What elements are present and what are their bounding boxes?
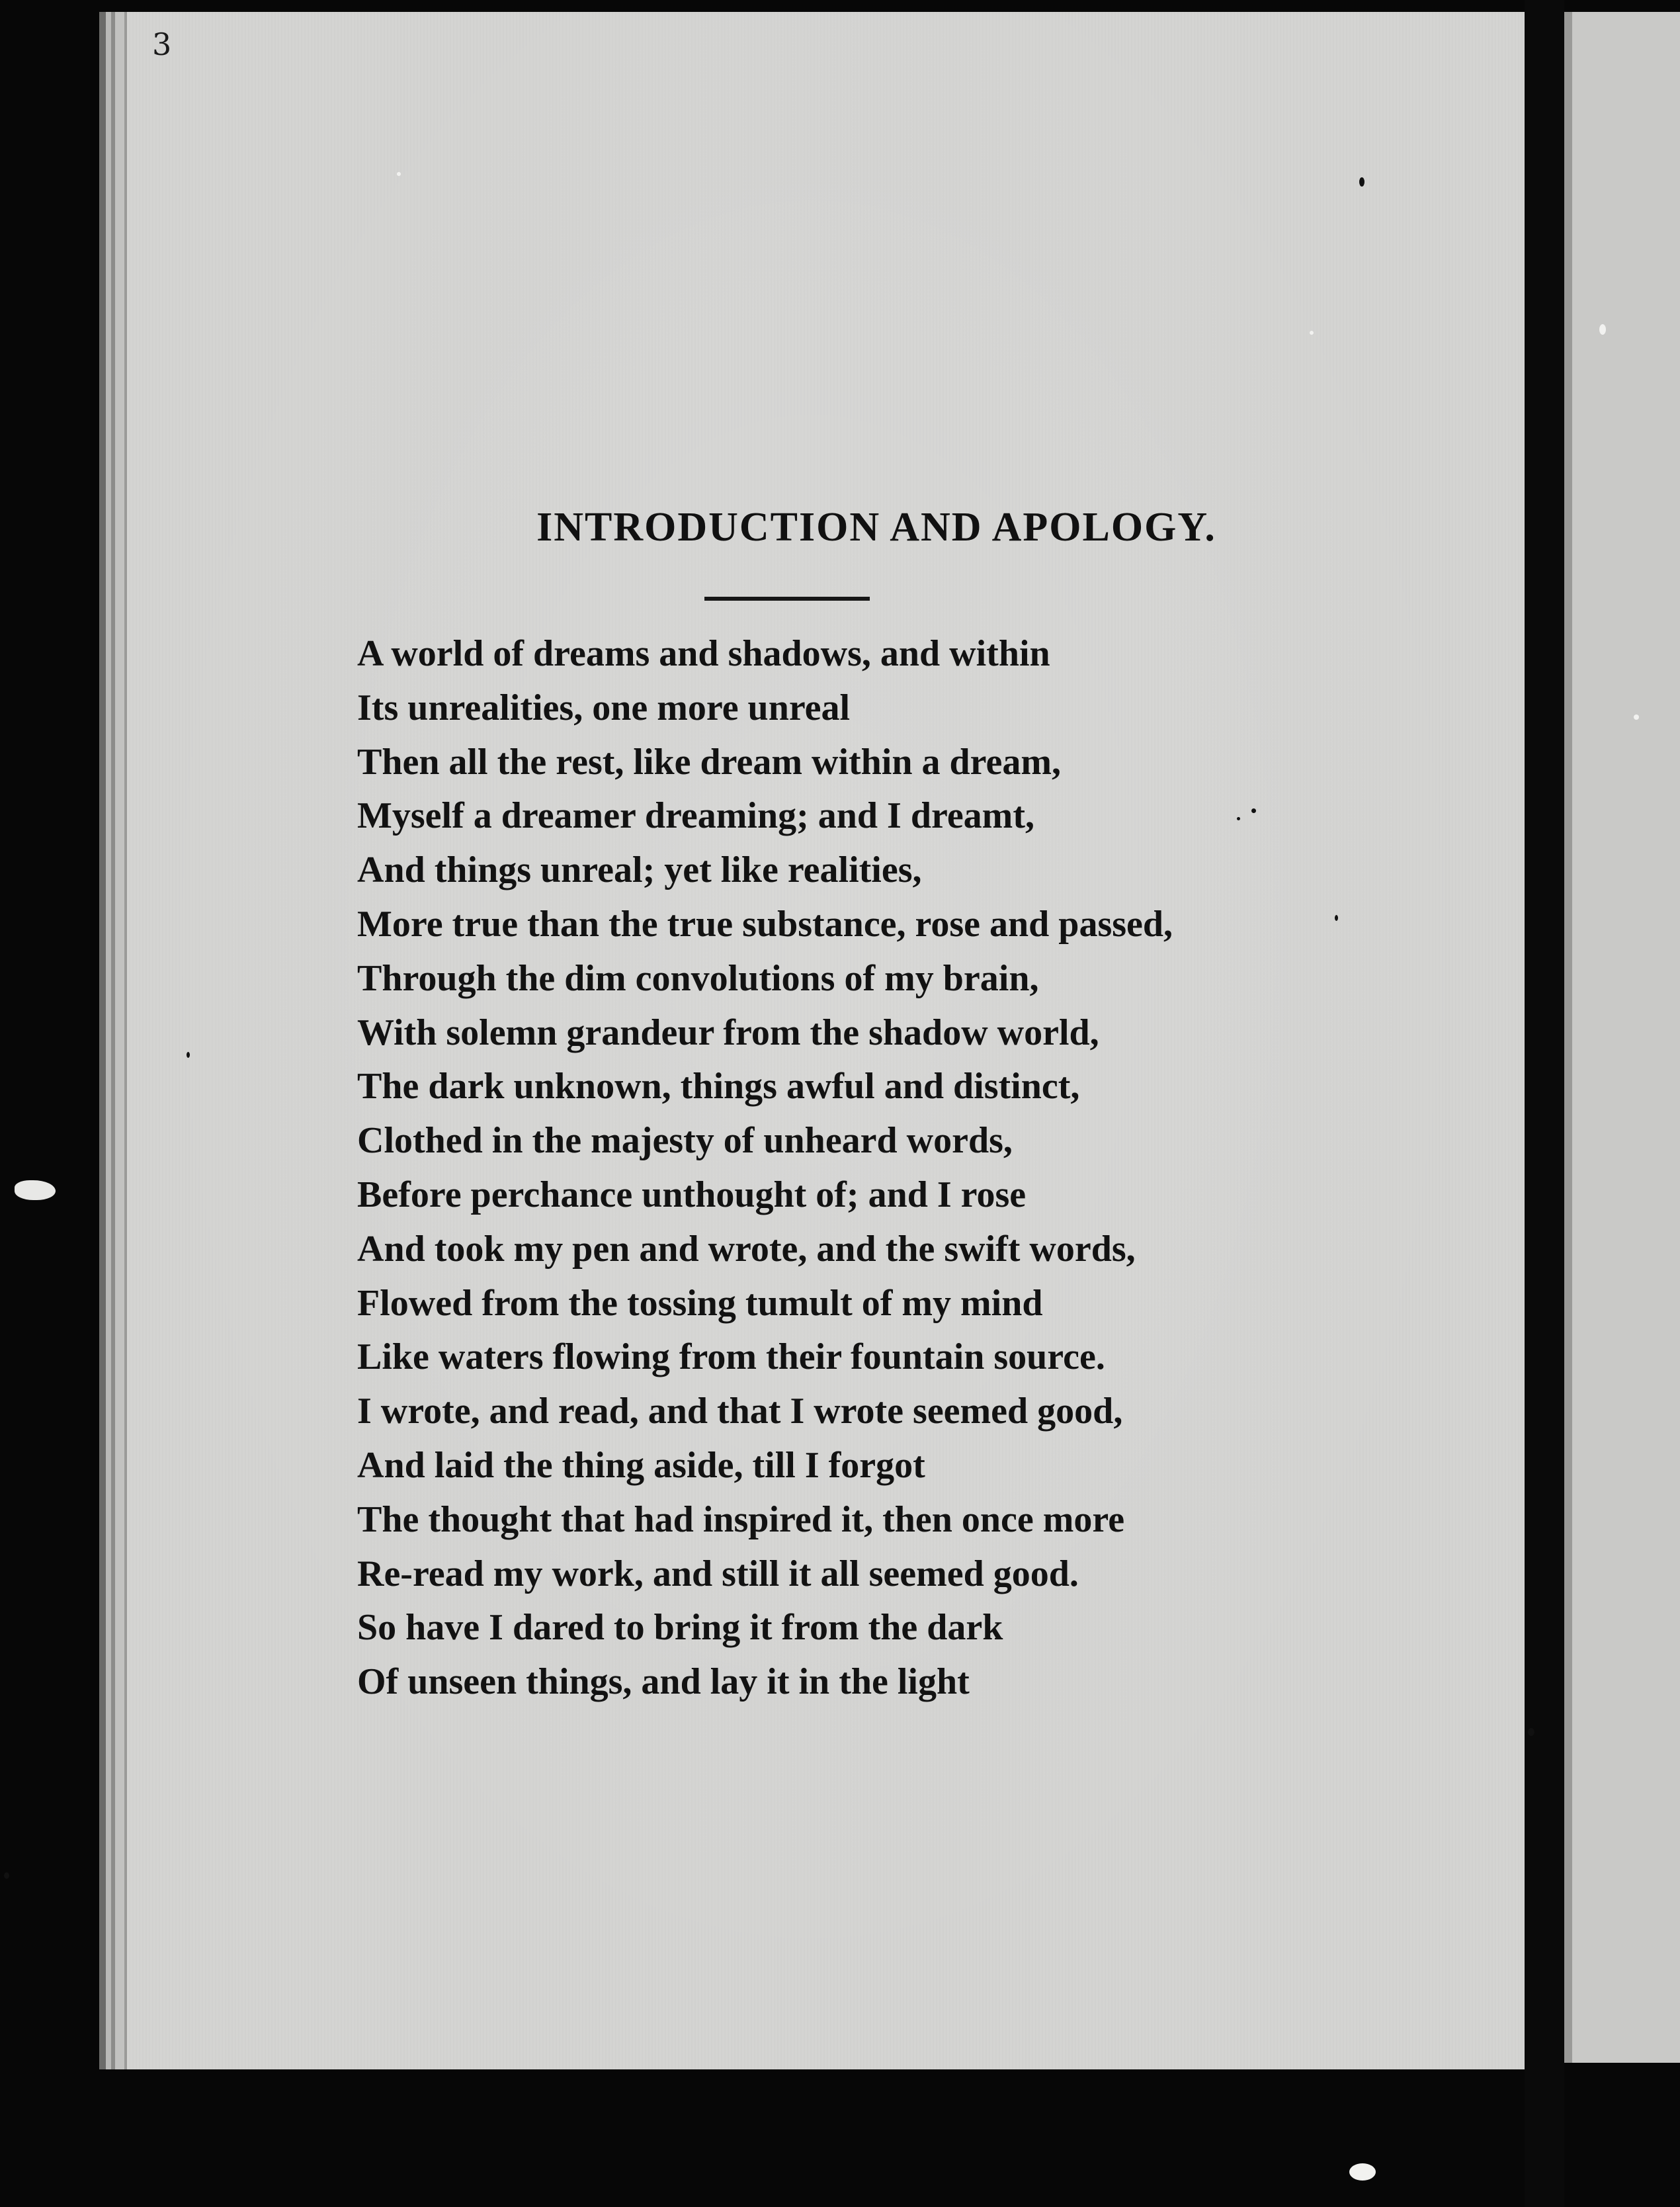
poem-line: And took my pen and wrote, and the swift words, bbox=[357, 1228, 1136, 1270]
facing-page-sliver bbox=[1564, 12, 1680, 2063]
scan-speck bbox=[1528, 1728, 1534, 1736]
poem-line: Flowed from the tossing tumult of my mind bbox=[357, 1282, 1043, 1324]
poem-line: Clothed in the majesty of unheard words, bbox=[357, 1120, 1013, 1162]
scan-speck bbox=[1349, 2163, 1376, 2181]
page-edge-strip bbox=[124, 12, 127, 2069]
poem-line: I wrote, and read, and that I wrote seemed good, bbox=[357, 1391, 1123, 1432]
scan-speck bbox=[1359, 177, 1365, 187]
scan-speck bbox=[1335, 915, 1338, 921]
page-corner-mark: 3 bbox=[152, 26, 173, 62]
page-edge-strip bbox=[99, 12, 106, 2069]
scan-speck bbox=[4, 1872, 9, 1879]
poem-line: And things unreal; yet like realities, bbox=[357, 849, 922, 891]
page-edge-strip bbox=[106, 12, 111, 2069]
poem-line: Through the dim convolutions of my brain, bbox=[357, 957, 1039, 999]
scan-speck bbox=[397, 172, 401, 176]
title-rule bbox=[704, 597, 870, 601]
poem-line: So have I dared to bring it from the dark bbox=[357, 1607, 1003, 1649]
poem-line: Re-read my work, and still it all seemed good. bbox=[357, 1553, 1079, 1594]
scan-artifact bbox=[15, 1180, 56, 1200]
poem-body bbox=[357, 627, 1349, 1709]
page-edge-strip bbox=[115, 12, 124, 2069]
poem-line: Myself a dreamer dreaming; and I dreamt, bbox=[357, 795, 1034, 837]
scan-speck bbox=[1237, 817, 1240, 820]
book-spine-shadow bbox=[1525, 0, 1564, 2207]
poem-line: Like waters flowing from their fountain source. bbox=[357, 1336, 1105, 1378]
facing-page-edge bbox=[1564, 12, 1572, 2063]
scan-speck bbox=[1634, 714, 1639, 720]
page-title: INTRODUCTION AND APOLOGY. bbox=[536, 505, 1216, 550]
poem-line: The thought that had inspired it, then once more bbox=[357, 1498, 1125, 1540]
scan-speck bbox=[1251, 808, 1256, 813]
poem-line: Of unseen things, and lay it in the light bbox=[357, 1661, 970, 1703]
scan-speck bbox=[1310, 331, 1314, 335]
poem-line: Before perchance unthought of; and I rose bbox=[357, 1174, 1027, 1215]
poem-line: And laid the thing aside, till I forgot bbox=[357, 1444, 925, 1486]
scan-speck bbox=[187, 1052, 190, 1058]
poem-line: Then all the rest, like dream within a dream, bbox=[357, 741, 1061, 783]
scan-speck bbox=[1599, 324, 1606, 335]
poem-line: The dark unknown, things awful and distinct, bbox=[357, 1066, 1080, 1107]
poem-line: With solemn grandeur from the shadow world, bbox=[357, 1012, 1099, 1053]
poem-line: More true than the true substance, rose and passed, bbox=[357, 903, 1173, 945]
poem-line: A world of dreams and shadows, and within bbox=[357, 633, 1050, 674]
poem-line: Its unrealities, one more unreal bbox=[357, 687, 851, 728]
